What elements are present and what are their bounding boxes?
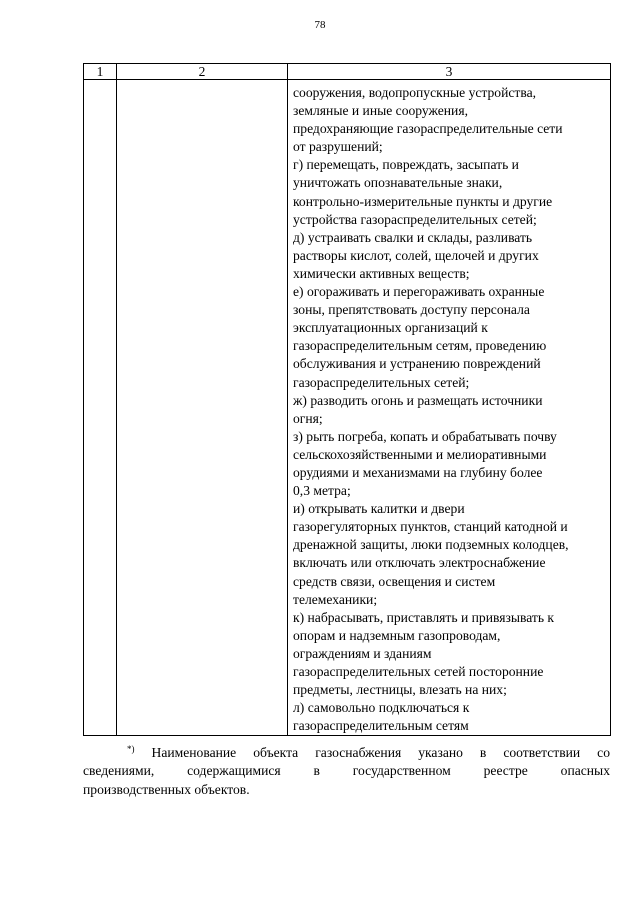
text-line: земляные и иные сооружения, [293, 103, 468, 119]
table-header-row [84, 64, 611, 80]
table-cell-col2 [117, 80, 288, 736]
text-line: растворы кислот, солей, щелочей и других [293, 247, 539, 263]
text-line: обслуживания и устранению повреждений [293, 356, 541, 372]
text-line: ограждениям и зданиям [293, 645, 432, 661]
text-line: химически активных веществ; [293, 265, 470, 281]
text-line: сооружения, водопропускные устройства, [293, 85, 537, 100]
text-line: телемеханики; [293, 591, 378, 607]
table-cell-col3 [288, 80, 611, 736]
text-line: г) перемещать, повреждать, засыпать и [293, 157, 519, 173]
column-header-2: 2 [117, 64, 288, 80]
column-header-1: 1 [84, 64, 117, 80]
text-line: газораспределительных сетей; [293, 374, 470, 390]
text-line: орудиями и механизмами на глубину более [293, 464, 543, 480]
footnote [83, 740, 610, 799]
text-line: предметы, лестницы, влезать на них; [293, 682, 507, 698]
footnote-line-2: сведениями, содержащимися в государственном реестре опасных [83, 763, 610, 779]
footnote-marker: *) [127, 744, 135, 754]
text-line: опорам и надземным газопроводам, [293, 627, 501, 643]
footnote-line-1 [83, 740, 610, 762]
text-line: газораспределительным сетям [293, 718, 469, 734]
text-line: дренажной защиты, люки подземных колодцев, [293, 537, 569, 553]
text-line: з) рыть погреба, копать и обрабатывать почву [293, 428, 557, 444]
text-line: л) самовольно подключаться к [293, 700, 470, 716]
footnote-text-1: Наименование объекта газоснабжения указано в соответствии со [151, 745, 610, 760]
text-line: зоны, препятствовать доступу персонала [293, 302, 530, 318]
text-line: и) открывать калитки и двери [293, 501, 465, 517]
text-line: сельскохозяйственными и мелиоративными [293, 446, 547, 462]
text-line: газораспределительным сетям, проведению [293, 338, 547, 354]
table-cell-col1 [84, 80, 117, 736]
text-line: средств связи, освещения и систем [293, 573, 496, 589]
table-row [84, 80, 611, 736]
text-line: е) огораживать и перегораживать охранные [293, 284, 545, 300]
text-line: к) набрасывать, приставлять и привязывать к [293, 609, 555, 625]
text-line: от разрушений; [293, 139, 383, 155]
text-line: ж) разводить огонь и размещать источники [293, 392, 543, 408]
text-line: газораспределительных сетей посторонние [293, 664, 544, 679]
text-line: газорегуляторных пунктов, станций катодной и [293, 519, 568, 535]
text-line: устройства газораспределительных сетей; [293, 211, 537, 227]
text-line: контрольно-измерительные пункты и другие [293, 193, 553, 209]
text-line: включать или отключать электроснабжение [293, 555, 546, 571]
footnote-line-3: производственных объектов. [83, 781, 250, 797]
column-header-3: 3 [288, 64, 611, 80]
text-line: уничтожать опознавательные знаки, [293, 175, 503, 191]
page-number: 78 [314, 19, 326, 31]
text-line: эксплуатационных организаций к [293, 320, 488, 336]
document-table [83, 63, 611, 736]
text-line: д) устраивать свалки и склады, разливать [293, 229, 533, 245]
text-line: 0,3 метра; [293, 483, 351, 499]
text-line: предохраняющие газораспределительные сети [293, 121, 563, 137]
text-line: огня; [293, 410, 323, 426]
